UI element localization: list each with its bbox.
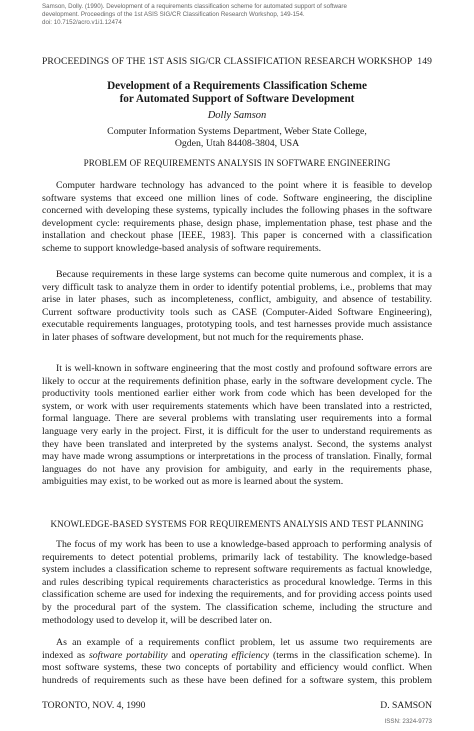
text-line <box>42 650 432 663</box>
text-span: (terms in the classification scheme). In <box>269 649 432 661</box>
text-line: concerned with developing these systems, typically includes the following phases in the software <box>42 205 432 217</box>
section-heading-problem: PROBLEM OF REQUIREMENTS ANALYSIS IN SOFTWARE ENGINEERING <box>83 158 391 168</box>
emphasized-term: operating efficiency <box>189 649 270 661</box>
text-line: languages do not have any provision for ambiguity, and early in the requirements phase, <box>42 463 432 475</box>
text-line: scheme to support knowledge-based analysis of software requirements. <box>42 242 322 254</box>
paragraph-1 <box>42 180 432 256</box>
emphasized-term: software portability <box>88 649 168 661</box>
affiliation <box>0 126 474 150</box>
paragraph-5 <box>42 637 432 687</box>
citation-line: Samson, Dolly. (1990). Development of a requirements classification scheme for automated support of software <box>42 3 347 10</box>
text-span: and <box>167 649 190 661</box>
text-line: It is well-known in software engineering that the most costly and profound software errors are <box>56 363 432 374</box>
text-line: likely to occur at the requirements definition phase, early in the software development cycle. The <box>42 375 432 387</box>
paragraph-2 <box>42 269 432 345</box>
text-line: and rules describing typical requirements characteristics as procedural knowledge. Terms in this <box>42 576 432 588</box>
author-name: Dolly Samson <box>207 110 267 121</box>
citation-header <box>42 3 422 27</box>
text-line: ambiguities may exist, to be worked out as more is learned about the system. <box>42 476 344 488</box>
title-line: Development of a Requirements Classification Scheme <box>107 80 367 92</box>
running-head-title: PROCEEDINGS OF THE 1ST ASIS SIG/CR CLASSIFICATION RESEARCH WORKSHOP <box>42 56 413 67</box>
text-line: system, or work with user requirements statements which have been translated into a restricted, <box>42 400 432 412</box>
text-line: very difficult task to analyze them in order to identify potential problems, i.e., problems that may <box>42 281 432 293</box>
text-line: language very early in the project. First, it is difficult for the user to understand requirements as <box>42 425 432 437</box>
page-footer <box>42 700 432 711</box>
footer-author: D. SAMSON <box>380 700 432 711</box>
paragraph-3 <box>42 363 432 489</box>
paper-title <box>0 80 474 106</box>
text-line: executable requirements languages, prototyping tools, and test harnesses provide much assistance <box>42 319 432 331</box>
text-line: requirements to detect potential problems, primarily lack of testability. The knowledge-based <box>42 551 432 563</box>
text-line: methodology used to develop it, will be described later on. <box>42 614 272 626</box>
text-line: in later phases of software development, but not much for the requirements phase. <box>42 331 364 343</box>
running-head <box>42 56 432 67</box>
text-line: formal language. There are several problems with translating user requirements into a formal <box>42 413 432 425</box>
section-heading-knowledge-based: KNOWLEDGE-BASED SYSTEMS FOR REQUIREMENTS ANALYSIS AND TEST PLANNING <box>50 519 424 529</box>
text-line: As an example of a requirements conflict problem, let us assume two requirements are <box>56 637 432 648</box>
text-line: The focus of my work has been to use a knowledge-based approach to performing analysis of <box>56 539 432 550</box>
footer-location-date: TORONTO, NOV. 4, 1990 <box>42 700 146 711</box>
title-line: for Automated Support of Software Development <box>119 93 355 105</box>
text-line: may have made wrong assumptions or interpretations in the process of translation. Finally, formal <box>42 451 432 463</box>
text-line: Because requirements in these large systems can become quite numerous and complex, it is a <box>56 269 432 280</box>
text-line: by the procedural part of the system. The classification scheme, including the structure and <box>42 601 432 613</box>
text-line: arise in later phases, such as incompleteness, conflict, ambiguity, and absence of testability. <box>42 294 432 306</box>
text-line: they have been translated and interpreted by the systems analyst. Second, the systems analyst <box>42 438 432 450</box>
text-line: system includes a classification scheme to represent software requirements as factual knowledge, <box>42 564 432 576</box>
citation-line: development. Proceedings of the 1st ASIS SIG/CR Classification Research Workshop, 149-154. <box>42 11 305 18</box>
text-line: classification scheme are used for indexing the requirements, and for providing access points used <box>42 589 432 601</box>
page-number: 149 <box>417 56 432 67</box>
text-line: development cycle: requirements phase, design phase, implementation phase, test phase and the <box>42 217 432 229</box>
text-line: Computer hardware technology has advanced to the point where it is feasible to develop <box>56 180 432 191</box>
text-line: Current software productivity tools such as CASE (Computer-Aided Software Engineering), <box>42 306 432 318</box>
text-span: indexed as <box>42 649 89 661</box>
issn-label: ISSN: 2324-9773 <box>384 718 432 725</box>
text-line: installation and checkout phase [IEEE, 1983]. This paper is concerned with a classification <box>42 230 432 242</box>
text-line: most software systems, these two concepts of portability and efficiency would conflict. When <box>42 662 432 674</box>
text-line: productivity tools mentioned earlier either work from code which has been developed for the <box>42 388 432 400</box>
text-line: hundreds of requirements such as these have been defined for a software system, this problem <box>42 674 432 686</box>
affiliation-line: Ogden, Utah 84408-3804, USA <box>174 138 300 149</box>
text-line: software systems that exceed one million lines of code. Software engineering, the discipline <box>42 192 432 204</box>
citation-doi: doi: 10.7152/acro.v1i1.12474 <box>42 19 122 26</box>
paragraph-4 <box>42 539 432 627</box>
affiliation-line: Computer Information Systems Department, Weber State College, <box>107 126 367 137</box>
